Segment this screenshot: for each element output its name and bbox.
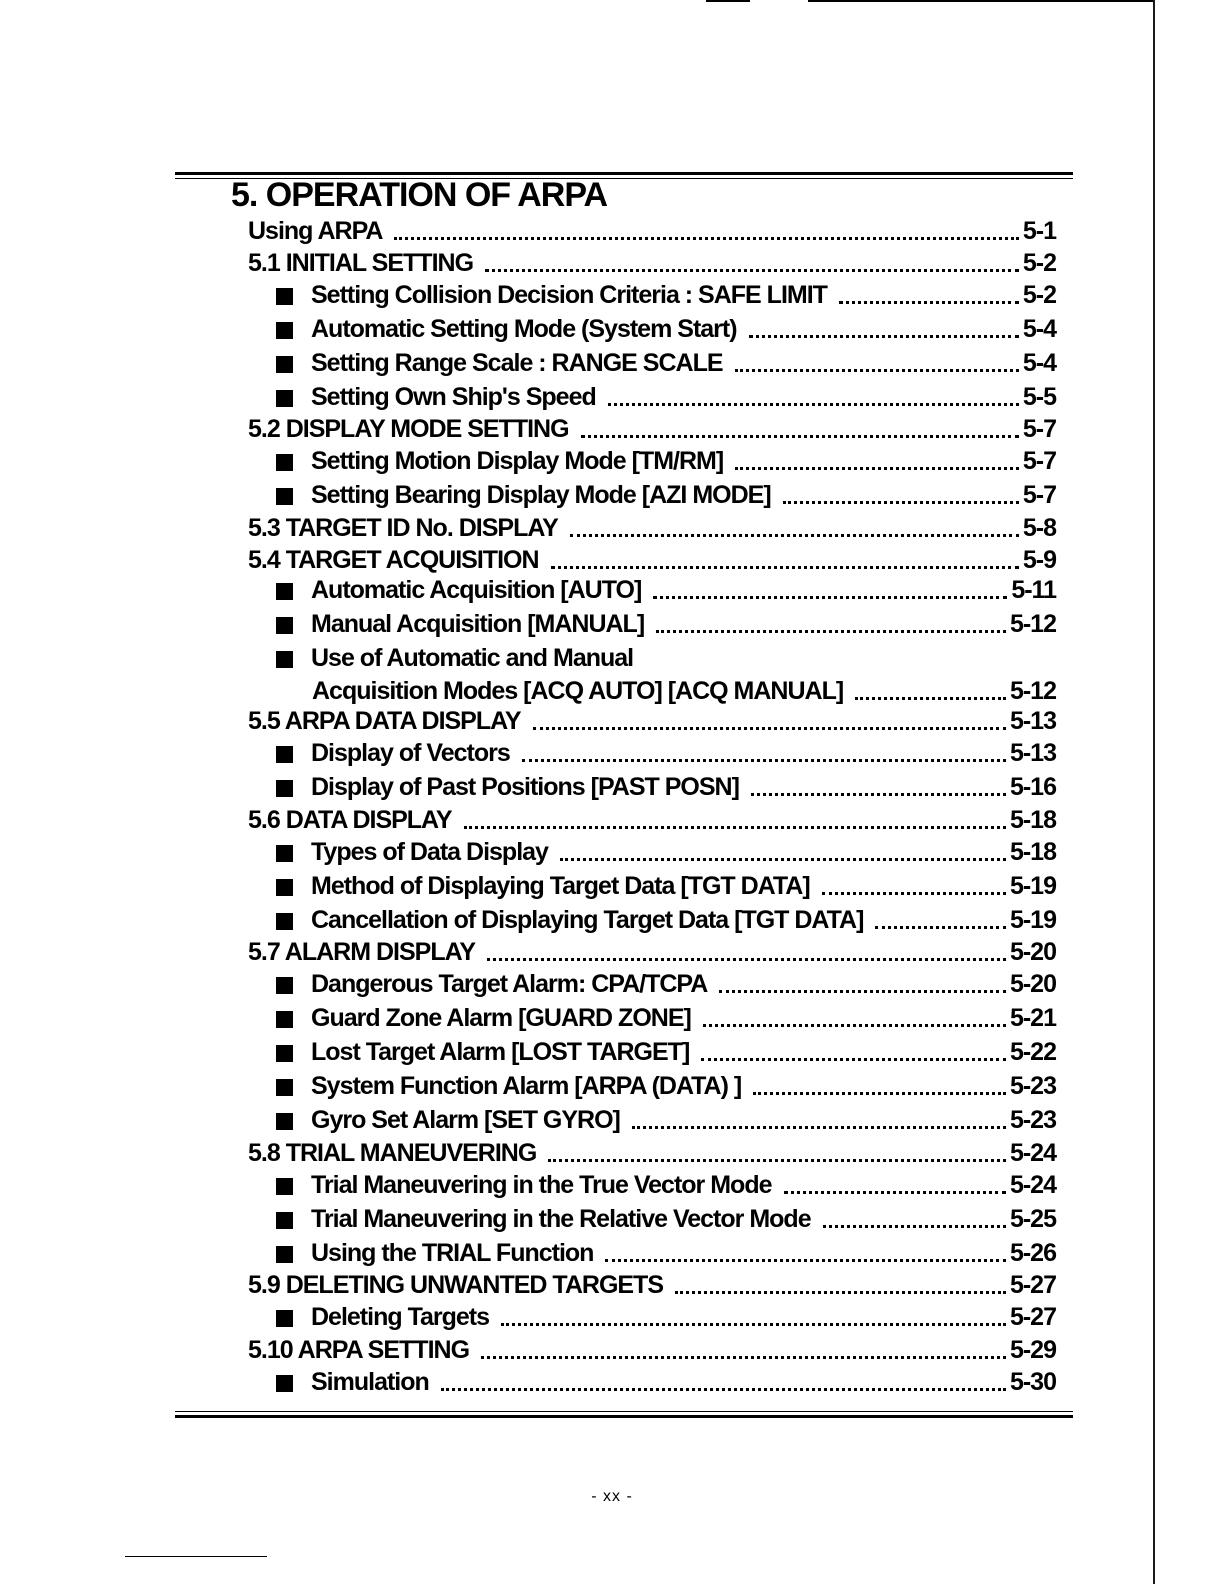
square-bullet-icon [276,845,293,862]
toc-entry-label: Cancellation of Displaying Target Data [TGT DATA] [311,906,864,934]
toc-entry[interactable] [276,1001,1056,1034]
toc-entry-label: 5.7 ALARM DISPLAY [248,938,476,966]
toc-entry-label: 5.9 DELETING UNWANTED TARGETS [248,1271,664,1299]
toc-entry-label: Automatic Acquisition [AUTO] [311,576,642,604]
toc-entry-page: 5-18 [1009,806,1056,834]
toc-entry-page: 5-22 [1009,1038,1056,1066]
square-bullet-icon [276,1178,293,1195]
square-bullet-icon [276,1045,293,1062]
toc-entry-page: 5-27 [1009,1303,1056,1331]
bottom-rule-thin [175,1411,1073,1412]
toc-entry-label: Guard Zone Alarm [GUARD ZONE] [311,1004,691,1032]
square-bullet-icon [276,322,293,339]
toc-entry[interactable] [276,444,1056,477]
toc-entry-page: 5-7 [1022,481,1056,509]
square-bullet-icon [276,913,293,930]
toc-entry-label: Setting Range Scale : RANGE SCALE [311,349,723,377]
toc-entry[interactable] [248,1136,1056,1169]
dot-leader [784,1191,1006,1194]
dot-leader [501,1323,1006,1326]
toc-entry-label: Deleting Targets [311,1303,490,1331]
toc-entry-page: 5-23 [1009,1106,1056,1134]
toc-entry[interactable] [276,1365,1056,1398]
toc-entry[interactable] [248,1333,1056,1366]
toc-entry[interactable] [276,607,1056,640]
toc-entry[interactable] [276,903,1056,936]
dot-leader [839,301,1019,304]
toc-entry[interactable] [276,835,1056,868]
toc-entry[interactable] [276,869,1056,902]
chapter-title: 5. OPERATION OF ARPA [231,176,608,214]
toc-entry-page: 5-21 [1009,1004,1056,1032]
toc-entry[interactable] [276,1103,1056,1136]
toc-entry-page: 5-4 [1022,315,1056,343]
toc-entry-page: 5-20 [1009,970,1056,998]
toc-entry-page: 5-8 [1022,514,1056,542]
dot-leader [394,237,1018,240]
toc-entry-label: Types of Data Display [311,838,548,866]
toc-entry-label: 5.2 DISPLAY MODE SETTING [248,415,569,443]
toc-entry[interactable] [248,246,1056,279]
page-number: - xx - [591,1488,633,1505]
toc-entry[interactable] [276,278,1056,311]
toc-entry[interactable] [276,770,1056,803]
toc-entry[interactable] [276,736,1056,769]
toc-entry-label: 5.3 TARGET ID No. DISPLAY [248,514,558,542]
square-bullet-icon [276,1011,293,1028]
toc-entry[interactable] [276,967,1056,1000]
dot-leader [783,501,1019,504]
toc-entry-page: 5-20 [1009,938,1056,966]
toc-entry-label: 5.8 TRIAL MANEUVERING [248,1139,537,1167]
square-bullet-icon [276,1375,293,1392]
scan-edge-top-left [706,0,750,2]
dot-leader [701,1058,1006,1061]
scan-edge-bottom [125,1556,267,1557]
toc-entry-label: 5.1 INITIAL SETTING [248,249,474,277]
toc-entry-label: Using the TRIAL Function [311,1239,594,1267]
toc-entry-label: System Function Alarm [ARPA (DATA) ] [311,1072,742,1100]
dot-leader [548,1159,1006,1162]
toc-entry-page: 5-18 [1009,838,1056,866]
dot-leader [605,1259,1005,1262]
square-bullet-icon [276,454,293,471]
square-bullet-icon [276,780,293,797]
dot-leader [581,435,1019,438]
toc-entry[interactable] [276,1168,1056,1201]
dot-leader [751,793,1006,796]
toc-entry-label: Dangerous Target Alarm: CPA/TCPA [311,970,708,998]
square-bullet-icon [276,390,293,407]
square-bullet-icon [276,977,293,994]
dot-leader [735,369,1019,372]
toc-entry[interactable] [276,380,1056,413]
square-bullet-icon [276,1246,293,1263]
dot-leader [719,990,1006,993]
dot-leader [653,596,1007,599]
scan-edge-top-right [808,0,1154,2]
square-bullet-icon [276,488,293,505]
toc-entry-page: 5-24 [1009,1171,1056,1199]
toc-entry-label: Acquisition Modes [ACQ AUTO] [ACQ MANUAL] [312,677,844,705]
dot-leader [487,958,1006,961]
toc-entry-page: 5-7 [1022,415,1056,443]
toc-entry[interactable] [276,1202,1056,1235]
dot-leader [749,335,1019,338]
dot-leader [608,403,1019,406]
toc-entry-label: Lost Target Alarm [LOST TARGET] [311,1038,690,1066]
toc-entry[interactable] [248,1268,1056,1301]
toc-entry-page: 5-27 [1009,1271,1056,1299]
square-bullet-icon [276,356,293,373]
square-bullet-icon [276,1113,293,1130]
toc-entry[interactable] [248,803,1056,836]
toc-entry-label: 5.10 ARPA SETTING [248,1336,470,1364]
toc-entry-page: 5-12 [1009,677,1056,705]
toc-entry[interactable] [276,573,1056,606]
dot-leader [560,858,1006,861]
toc-entry-page: 5-2 [1022,249,1056,277]
toc-entry-label: Display of Past Positions [PAST POSN] [311,773,739,801]
toc-entry-label: Manual Acquisition [MANUAL] [311,610,645,638]
toc-entry[interactable] [312,674,1056,707]
toc-entry-label: Setting Motion Display Mode [TM/RM] [311,447,724,475]
toc-entry-label: Display of Vectors [311,739,510,767]
toc-entry[interactable] [248,543,1056,576]
square-bullet-icon [276,746,293,763]
toc-entry-label: Setting Bearing Display Mode [AZI MODE] [311,481,771,509]
toc-entry[interactable] [276,346,1056,379]
dot-leader [522,759,1006,762]
toc-entry[interactable] [248,935,1056,968]
toc-entry-page: 5-26 [1009,1239,1056,1267]
square-bullet-icon [276,1310,293,1327]
toc-entry[interactable] [276,478,1056,511]
dot-leader [703,1024,1006,1027]
toc-entry-label: Trial Maneuvering in the Relative Vector Mode [311,1205,811,1233]
dot-leader [533,727,1006,730]
dot-leader [481,1356,1006,1359]
dot-leader [855,697,1006,700]
toc-entry[interactable] [276,1069,1056,1102]
toc-entry-page: 5-24 [1009,1139,1056,1167]
toc-entry-label: Setting Collision Decision Criteria : SAFE LIMIT [311,281,827,309]
toc-entry-label: Trial Maneuvering in the True Vector Mode [311,1171,772,1199]
dot-leader [570,534,1019,537]
toc-entry-page: 5-19 [1009,872,1056,900]
toc-entry-page: 5-30 [1009,1368,1056,1396]
toc-entry-page: 5-2 [1022,281,1056,309]
toc-entry-label: Using ARPA [248,217,383,245]
toc-entry-label: 5.5 ARPA DATA DISPLAY [248,707,521,735]
toc-entry-label: Automatic Setting Mode (System Start) [311,315,737,343]
dot-leader [675,1291,1006,1294]
dot-leader [735,467,1019,470]
dot-leader [823,1225,1006,1228]
toc-entry[interactable] [276,1035,1056,1068]
toc-entry-page: 5-4 [1022,349,1056,377]
toc-entry-page: 5-13 [1009,707,1056,735]
toc-entry[interactable] [248,511,1056,544]
dot-leader [875,926,1006,929]
square-bullet-icon [276,651,293,668]
square-bullet-icon [276,1079,293,1096]
dot-leader [441,1388,1006,1391]
toc-entry-label: Use of Automatic and Manual [311,644,634,672]
dot-leader [485,269,1019,272]
toc-entry-label: Method of Displaying Target Data [TGT DATA] [311,872,810,900]
square-bullet-icon [276,617,293,634]
toc-entry[interactable] [276,1236,1056,1269]
toc-entry-label: Setting Own Ship's Speed [311,383,596,411]
toc-entry-page: 5-9 [1022,546,1056,574]
dot-leader [753,1092,1006,1095]
toc-entry-page: 5-29 [1009,1336,1056,1364]
toc-entry[interactable] [248,704,1056,737]
dot-leader [822,892,1006,895]
toc-entry-page: 5-11 [1011,576,1056,604]
toc-entry[interactable] [276,1300,1056,1333]
toc-entry-page: 5-5 [1022,383,1056,411]
toc-entry-page: 5-25 [1009,1205,1056,1233]
dot-leader [632,1126,1006,1129]
toc-entry-label: 5.6 DATA DISPLAY [248,806,452,834]
toc-entry-page: 5-23 [1009,1072,1056,1100]
toc-entry-label: 5.4 TARGET ACQUISITION [248,546,539,574]
square-bullet-icon [276,1212,293,1229]
toc-entry-page: 5-19 [1009,906,1056,934]
toc-entry[interactable] [248,412,1056,445]
toc-entry-page: 5-7 [1022,447,1056,475]
toc-entry[interactable] [276,641,1056,674]
scan-edge-right [1153,0,1155,1584]
dot-leader [656,630,1006,633]
toc-entry-page: 5-13 [1009,739,1056,767]
toc-entry-label: Simulation [311,1368,429,1396]
dot-leader [551,566,1019,569]
square-bullet-icon [276,583,293,600]
square-bullet-icon [276,879,293,896]
toc-entry-page: 5-12 [1009,610,1056,638]
toc-entry[interactable] [276,312,1056,345]
toc-entry-page: 5-16 [1009,773,1056,801]
toc-entry[interactable] [248,214,1056,247]
toc-entry-page: 5-1 [1022,217,1056,245]
square-bullet-icon [276,288,293,305]
toc-entry-label: Gyro Set Alarm [SET GYRO] [311,1106,620,1134]
dot-leader [464,826,1006,829]
bottom-rule [175,1415,1073,1418]
